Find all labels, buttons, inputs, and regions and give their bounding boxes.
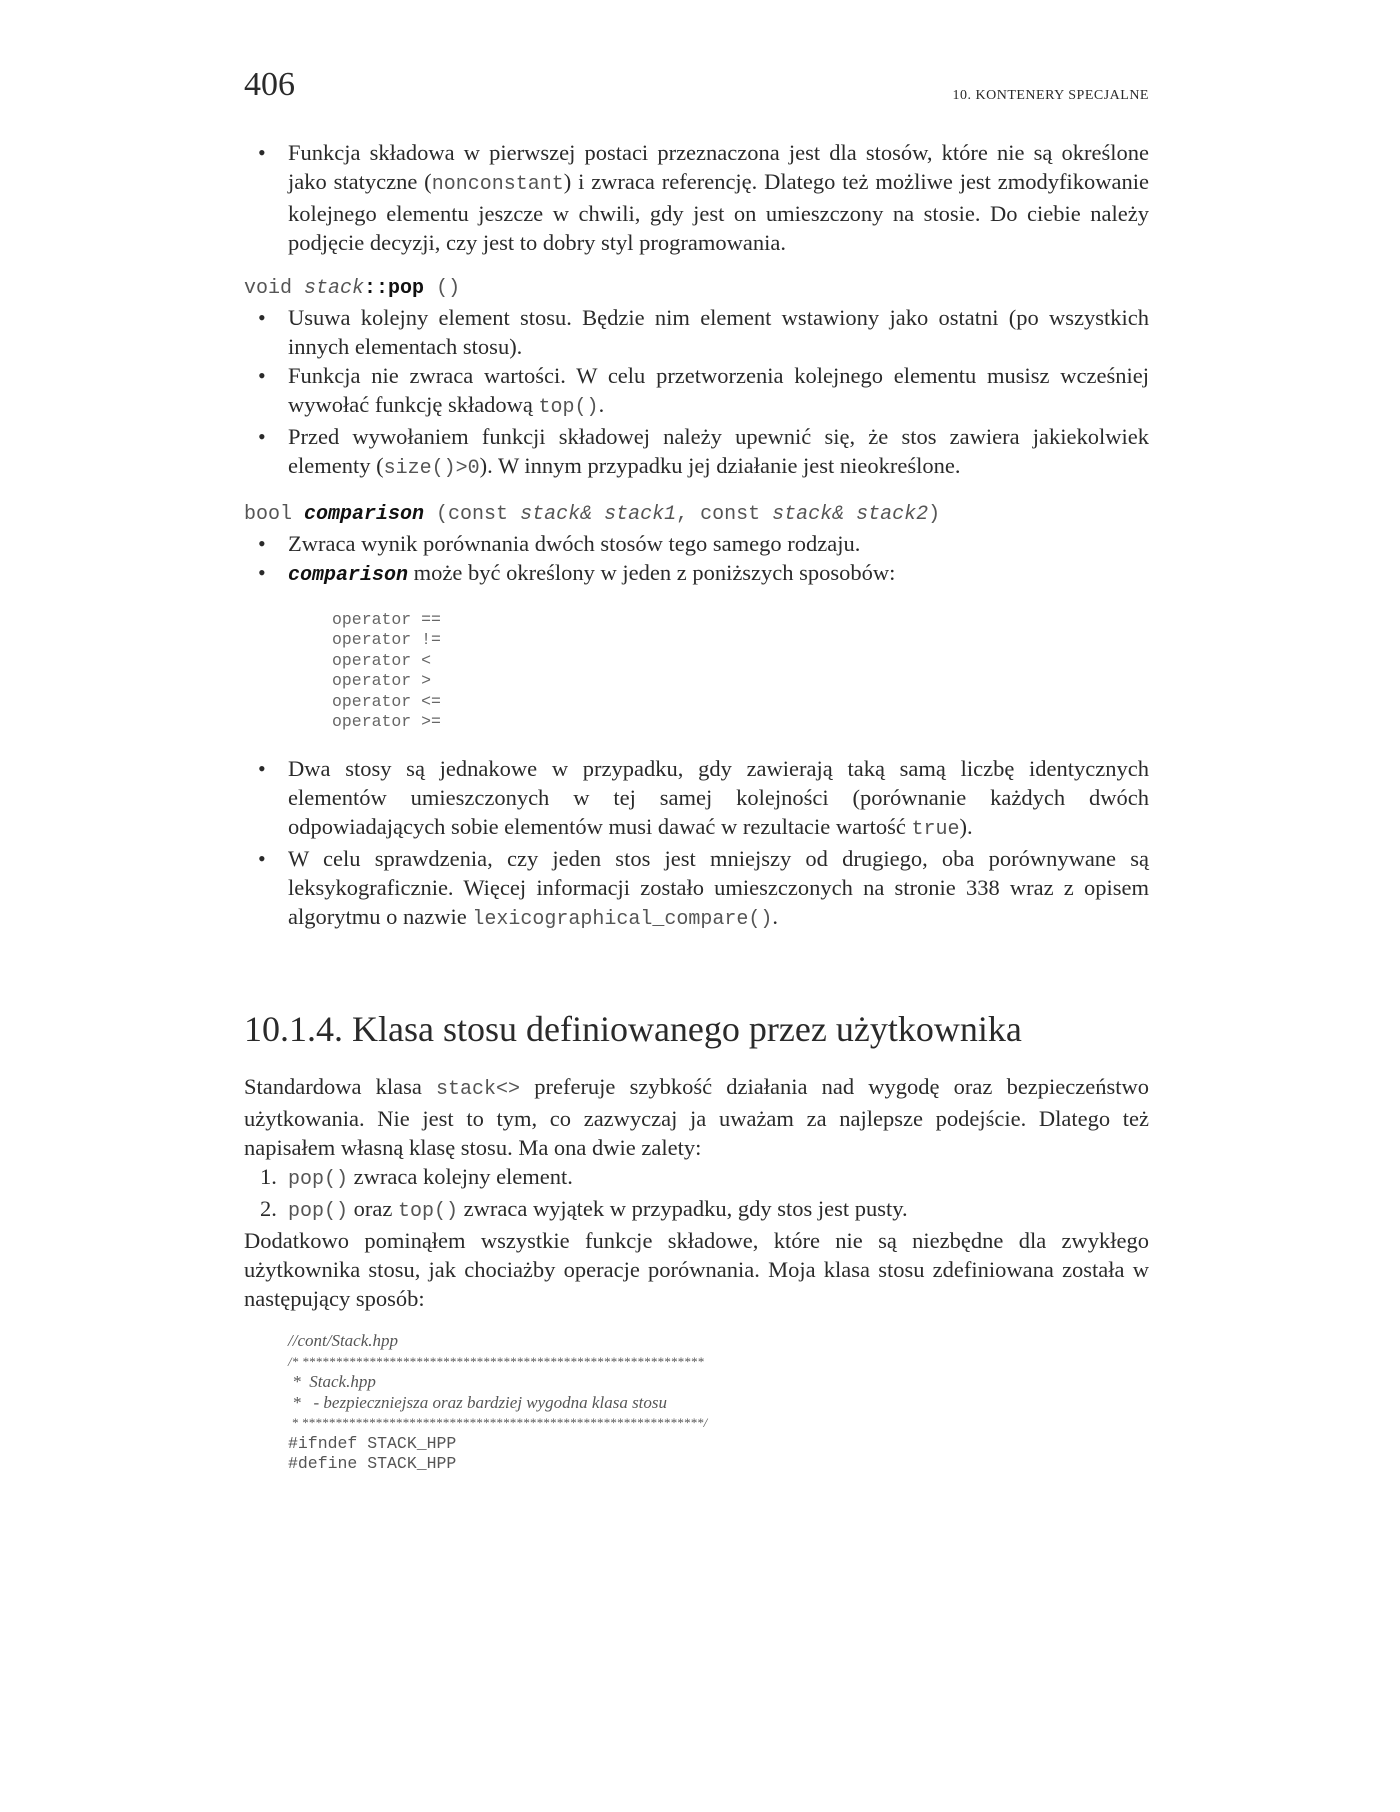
document-page (244, 66, 1149, 1475)
code-listing (288, 1331, 1149, 1475)
code-comment: * Stack.hpp (288, 1372, 376, 1392)
inline-code: comparison (288, 564, 409, 587)
list-item (244, 844, 1149, 934)
operator-item: operator < (332, 650, 432, 670)
operator-item: operator <= (332, 691, 441, 711)
section-paragraph-2: Dodatkowo pominąłem wszystkie funkcje składowe, które nie są niezbędne dla zwykłego użytkownika stosu, jak chociażby operacje porównania. Moja klasa stosu zdefiniowana została w następujący sposób: (244, 1228, 1149, 1312)
text: Dwa stosy są jednakowe w przypadku, gdy zawierają taką samą liczbę identycznych elementów umieszczonych w tej samej kolejności (porównanie każdych dwóch odpowiadających sobie elementów musi dawać w rezultacie wartość (288, 756, 1149, 840)
text: Funkcja nie zwraca wartości. W celu przetworzenia kolejnego elementu musisz wcześniej wywołać funkcję składową (288, 363, 1149, 417)
param-text: ) (928, 503, 941, 526)
code-line: #ifndef STACK_HPP (288, 1433, 457, 1453)
operator-item: operator > (332, 671, 432, 691)
list-item (244, 422, 1149, 483)
top-bullet-list (244, 138, 1149, 257)
code-comment: /* ************************************************************ (288, 1353, 704, 1369)
text: ). (959, 814, 973, 840)
text: Przed wywołaniem funkcji składowej należy upewnić się, że stos zawiera jakiekolwiek elementy ( (288, 424, 1149, 478)
operator-item: operator == (332, 610, 441, 629)
comparison-notes-list (244, 754, 1149, 934)
list-item (244, 754, 1149, 844)
item-number: 1. (260, 1164, 277, 1190)
inline-code: stack<> (436, 1078, 521, 1102)
text: ) i zwraca referencję. Dlatego też możliwe jest zmodyfikowanie kolejnego elementu jeszcze w chwili, gdy jest on umieszczony na stosie. Do ciebie należy podjęcie decyzji, czy jest to dobry styl programowania. (288, 169, 1150, 255)
section-paragraph (244, 1072, 1149, 1162)
item-number: 2. (260, 1196, 277, 1222)
text: Usuwa kolejny element stosu. Będzie nim element wstawiony jako ostatni (po wszystkich innych elementach stosu). (288, 305, 1149, 359)
list-item (244, 361, 1149, 422)
inline-code: true (911, 818, 960, 842)
inline-code: pop() (288, 1200, 349, 1224)
text: zwraca kolejny element. (348, 1164, 573, 1190)
return-type: bool (244, 503, 305, 526)
list-item (244, 1194, 1149, 1226)
code-comment: //cont/Stack.hpp (288, 1331, 399, 1351)
text: Zwraca wynik porównania dwóch stosów tego samego rodzaju. (288, 531, 861, 556)
param-name: stack1 (592, 503, 677, 526)
pop-signature (244, 275, 1149, 303)
function-args: () (424, 277, 461, 300)
comparison-signature (244, 501, 1149, 529)
inline-code: pop() (288, 1168, 349, 1192)
operator-item: operator != (332, 630, 441, 650)
param-name: stack2 (844, 503, 929, 526)
text: Standardowa klasa (244, 1074, 437, 1100)
text: . (772, 904, 779, 930)
text: zwraca wyjątek w przypadku, gdy stos jest pusty. (458, 1196, 908, 1222)
list-item (244, 529, 1149, 558)
param-text: , const (676, 503, 773, 526)
running-head: 10. KONTENERY SPECJALNE (952, 88, 1149, 103)
class-name: stack (304, 277, 365, 300)
param-text: (const (424, 503, 521, 526)
section-heading: 10.1.4. Klasa stosu definiowanego przez użytkownika (244, 1009, 1022, 1050)
text: może być określony w jeden z poniższych sposobów: (408, 560, 896, 585)
operator-list (332, 610, 1149, 732)
param-type: stack& (772, 503, 845, 526)
page-header (244, 66, 1149, 126)
list-item (244, 558, 1149, 590)
inline-code: size()>0 (383, 457, 480, 480)
pop-bullet-list (244, 303, 1149, 483)
inline-code: lexicographical_compare() (472, 908, 773, 932)
list-item (244, 303, 1149, 361)
list-item (244, 1162, 1149, 1194)
text: . (598, 392, 605, 417)
text: preferuje szybkość działania nad wygodę oraz bezpieczeństwo użytkowania. Nie jest to tym, co zazwyczaj ja uważam za najlepsze podejście. Dlatego też napisałem własną klasę stosu. Ma ona dwie zalety: (244, 1074, 1149, 1161)
code-line: #define STACK_HPP (288, 1454, 457, 1474)
function-name: comparison (304, 503, 425, 526)
text: oraz (348, 1196, 398, 1222)
scope-operator: :: (364, 277, 389, 300)
list-item (244, 138, 1149, 257)
function-name: pop (388, 277, 425, 300)
inline-code: top() (397, 1200, 458, 1224)
text: W celu sprawdzenia, czy jeden stos jest mniejszy od drugiego, oba porównywane są leksykograficznie. Więcej informacji zostało umieszczonych na stronie 338 wraz z opisem algorytmu o nazwie (288, 846, 1149, 930)
inline-code: top() (538, 396, 599, 419)
code-comment: * - bezpieczniejsza oraz bardziej wygodna klasa stosu (288, 1392, 668, 1412)
code-comment: * ************************************************************/ (288, 1415, 708, 1431)
page-number: 406 (244, 66, 295, 103)
text: ). W innym przypadku jej działanie jest nieokreślone. (479, 453, 961, 478)
text: Funkcja składowa w pierwszej postaci przeznaczona jest dla stosów, które nie są określone jako statyczne ( (288, 140, 1149, 194)
operator-item: operator >= (332, 712, 441, 732)
inline-code: nonconstant (431, 173, 564, 196)
comparison-bullet-list (244, 529, 1149, 590)
advantages-list (244, 1162, 1149, 1226)
return-type: void (244, 277, 305, 300)
param-type: stack& (520, 503, 593, 526)
